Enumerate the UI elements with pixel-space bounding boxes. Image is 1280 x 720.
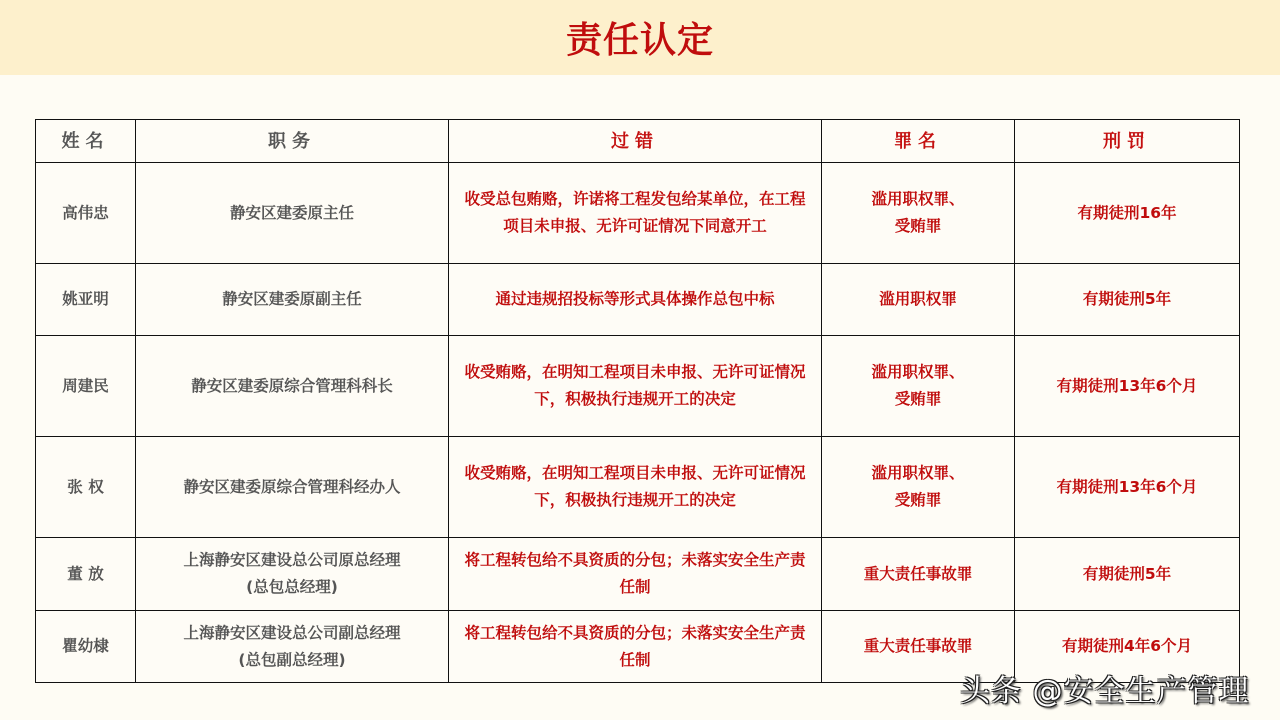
- position-line: 静安区建委原综合管理科经办人: [183, 477, 401, 496]
- charge-line: 滥用职权罪、: [871, 190, 965, 208]
- fault-line: 收受贿赂，在明知工程项目未申报、无许可证情况: [464, 464, 806, 482]
- cell-fault: [449, 538, 822, 611]
- cell-name: 董 放: [36, 538, 136, 611]
- table-row: [36, 336, 1240, 437]
- cell-charge: [822, 264, 1015, 336]
- cell-fault: [449, 437, 822, 538]
- charge-line: 受贿罪: [894, 491, 942, 509]
- table-row: [36, 538, 1240, 611]
- position-line: 上海静安区建设总公司原总经理: [183, 551, 401, 569]
- fault-line: 收受贿赂，在明知工程项目未申报、无许可证情况: [464, 363, 806, 381]
- cell-name: 瞿幼棣: [36, 611, 136, 683]
- fault-line: 收受总包贿赂，许诺将工程发包给某单位，在工程: [464, 190, 806, 208]
- cell-fault: [449, 163, 822, 264]
- cell-fault: [449, 336, 822, 437]
- position-line: (总包副总经理): [238, 650, 346, 669]
- cell-name: 姚亚明: [36, 264, 136, 336]
- position-line: 静安区建委原主任: [229, 203, 354, 222]
- cell-position: [136, 336, 449, 437]
- cell-penalty: 有期徒刑13年6个月: [1015, 437, 1240, 538]
- header-penalty: 刑罚: [1015, 120, 1240, 163]
- cell-position: [136, 163, 449, 264]
- cell-fault: [449, 264, 822, 336]
- cell-penalty: 有期徒刑16年: [1015, 163, 1240, 264]
- cell-charge: [822, 163, 1015, 264]
- position-line: 上海静安区建设总公司副总经理: [183, 623, 401, 642]
- charge-line: 滥用职权罪、: [871, 363, 965, 381]
- position-line: 静安区建委原综合管理科科长: [191, 376, 393, 395]
- header-fault: 过错: [449, 120, 822, 163]
- cell-charge: [822, 437, 1015, 538]
- cell-penalty: 有期徒刑13年6个月: [1015, 336, 1240, 437]
- table-header-row: [36, 120, 1240, 163]
- fault-line: 项目未申报、无许可证情况下同意开工: [503, 217, 767, 235]
- position-line: 静安区建委原副主任: [222, 290, 362, 308]
- fault-line: 通过违规招投标等形式具体操作总包中标: [495, 290, 775, 308]
- cell-penalty: 有期徒刑5年: [1015, 264, 1240, 336]
- charge-line: 重大责任事故罪: [863, 564, 973, 583]
- fault-line: 将工程转包给不具资质的分包；未落实安全生产责: [464, 551, 806, 569]
- responsibility-table: [35, 119, 1240, 683]
- fault-line: 任制: [619, 578, 651, 596]
- cell-name: 高伟忠: [36, 163, 136, 264]
- cell-name: 张 权: [36, 437, 136, 538]
- header-position: 职务: [136, 120, 449, 163]
- table-row: [36, 437, 1240, 538]
- watermark: 头条 @安全生产管理: [960, 674, 1250, 709]
- title-band: [0, 0, 1280, 75]
- charge-line: 重大责任事故罪: [863, 637, 973, 655]
- cell-penalty: 有期徒刑4年6个月: [1015, 611, 1240, 683]
- fault-line: 任制: [619, 650, 651, 669]
- cell-position: [136, 611, 449, 683]
- cell-penalty: 有期徒刑5年: [1015, 538, 1240, 611]
- header-name: 姓名: [36, 120, 136, 163]
- table-row: [36, 264, 1240, 336]
- fault-line: 下，积极执行违规开工的决定: [534, 390, 736, 408]
- cell-name: 周建民: [36, 336, 136, 437]
- cell-charge: [822, 538, 1015, 611]
- cell-position: [136, 437, 449, 538]
- charge-line: 受贿罪: [894, 217, 942, 235]
- cell-charge: [822, 336, 1015, 437]
- fault-line: 将工程转包给不具资质的分包；未落实安全生产责: [464, 623, 806, 642]
- page-title: 责任认定: [565, 20, 714, 61]
- charge-line: 滥用职权罪: [879, 290, 957, 308]
- position-line: (总包总经理): [246, 578, 338, 596]
- cell-position: [136, 538, 449, 611]
- fault-line: 下，积极执行违规开工的决定: [534, 491, 736, 509]
- table-row: [36, 163, 1240, 264]
- header-charge: 罪名: [822, 120, 1015, 163]
- charge-line: 受贿罪: [894, 390, 942, 408]
- charge-line: 滥用职权罪、: [871, 464, 965, 482]
- cell-fault: [449, 611, 822, 683]
- cell-position: [136, 264, 449, 336]
